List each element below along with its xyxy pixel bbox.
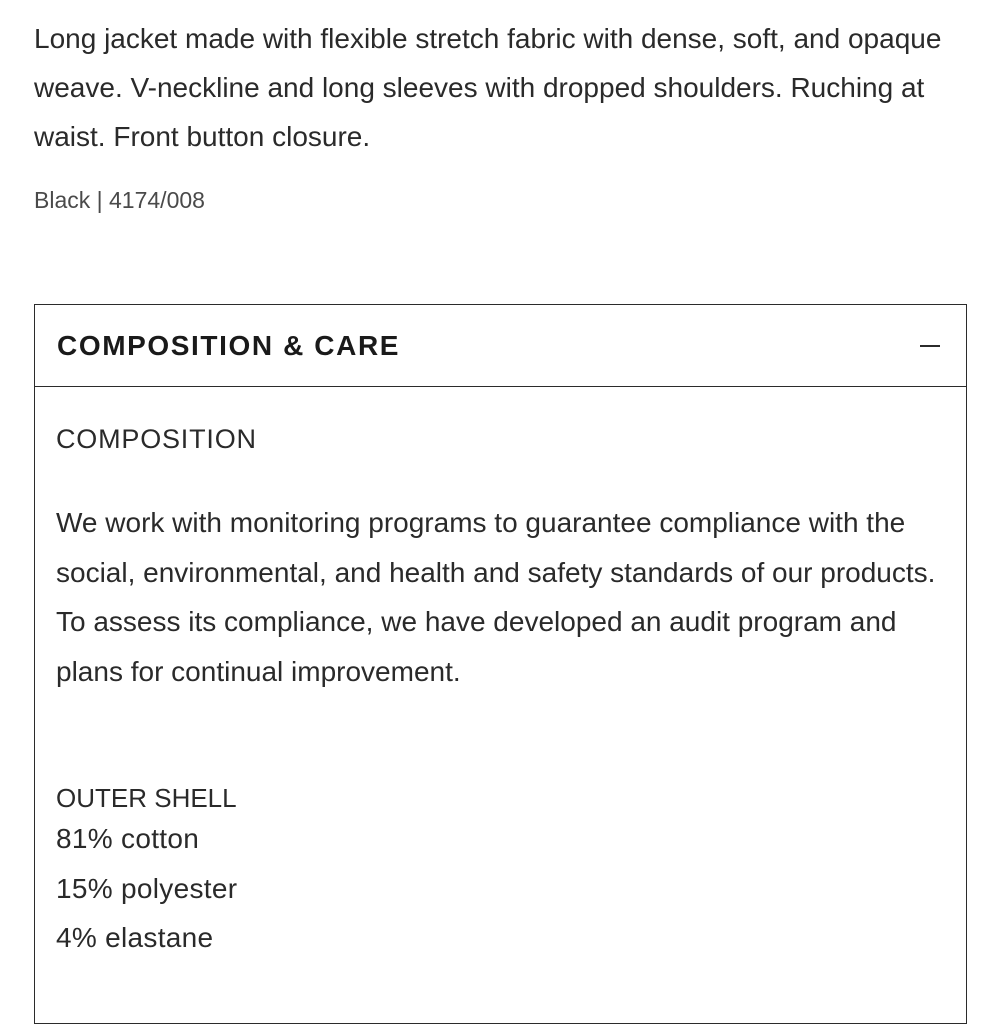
product-reference: 4174/008	[109, 187, 205, 213]
product-color: Black	[34, 187, 91, 213]
separator: |	[96, 187, 103, 213]
material-item: 4% elastane	[56, 922, 214, 953]
material-item: 81% cotton	[56, 823, 200, 854]
composition-care-accordion	[34, 304, 967, 1024]
material-item: 15% polyester	[56, 872, 238, 904]
materials-list	[56, 814, 237, 963]
compliance-text: We work with monitoring programs to guarantee compliance with the social, environmental, and health and safety standards of our products. To assess its compliance, we have developed an audit program and plans for continual improvement.	[56, 507, 936, 687]
color-reference	[34, 184, 205, 216]
composition-heading: COMPOSITION	[56, 424, 257, 454]
product-description: Long jacket made with flexible stretch fabric with dense, soft, and opaque weave. V-neckline and long sleeves with dropped shoulders. Ruching at waist. Front button closure.	[34, 23, 942, 152]
accordion-title: COMPOSITION & CARE	[57, 330, 401, 361]
outer-shell-label: OUTER SHELL	[56, 783, 237, 813]
minus-icon[interactable]	[920, 345, 940, 347]
accordion-header[interactable]	[35, 305, 966, 387]
